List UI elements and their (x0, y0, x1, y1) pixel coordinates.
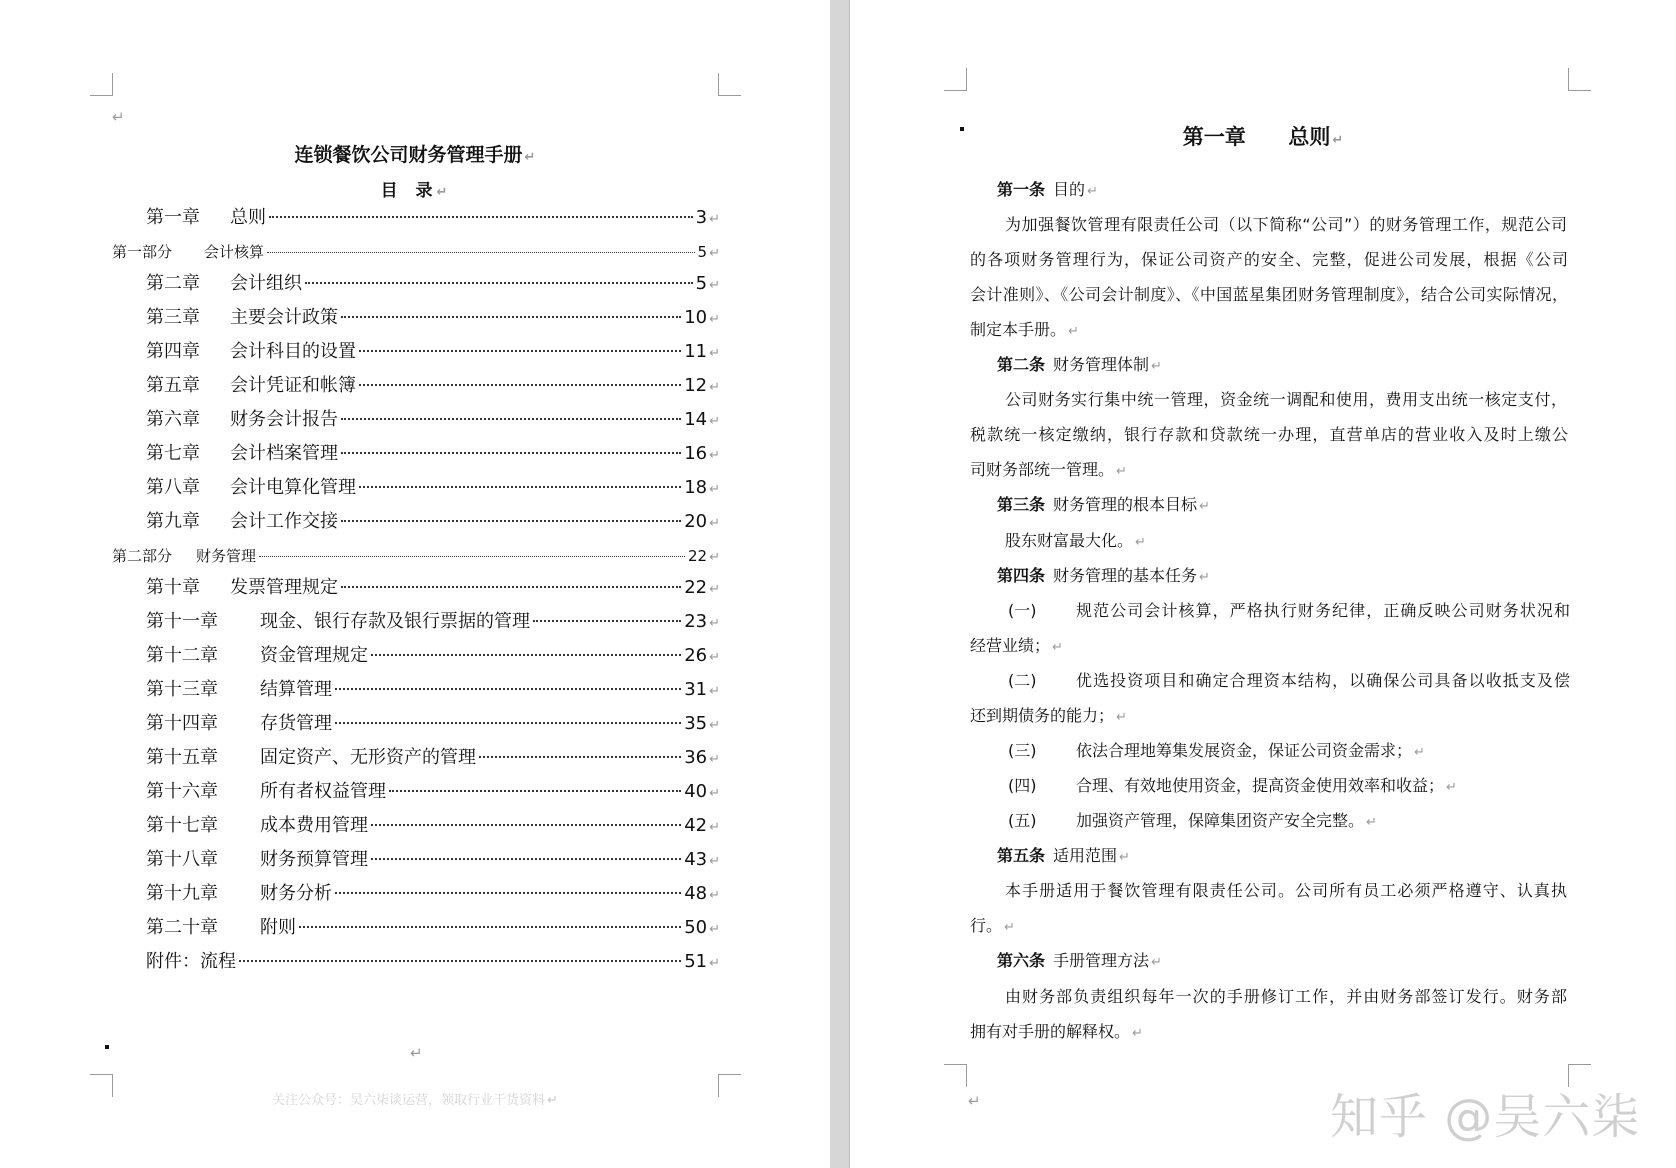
toc-entry-title: 会计凭证和帐簿 (230, 375, 356, 396)
toc-entry-page: 35 (684, 713, 708, 734)
toc-entry-page: 18 (684, 477, 708, 498)
toc-entry[interactable]: 第五章 会计凭证和帐簿 12 ↵ (146, 375, 720, 396)
toc-leader-dots (371, 824, 681, 826)
toc-entry[interactable]: 第三章 主要会计政策 10 ↵ (146, 307, 720, 328)
article-heading: 第六条 手册管理方法 ↵ (997, 951, 1162, 970)
document-title: 连锁餐饮公司财务管理手册 ↵ (294, 144, 536, 166)
body-text-line: 拥有对手册的解释权。 ↵ (970, 1022, 1143, 1041)
article-heading: 第三条 财务管理的根本目标 ↵ (997, 495, 1210, 514)
toc-entry-page: 22 (684, 577, 708, 598)
toc-entry-number: 附件： (146, 951, 200, 972)
toc-entry-number: 第二部分 (112, 547, 173, 565)
toc-entry-title: 财务会计报告 (230, 409, 338, 430)
toc-entry-title: 成本费用管理 (260, 815, 368, 836)
toc-entry[interactable]: 第十五章 固定资产、无形资产的管理 36 ↵ (146, 747, 720, 768)
toc-entry-title: 资金管理规定 (260, 645, 368, 666)
toc-leader-dots (305, 282, 693, 284)
toc-entry-title: 会计组织 (230, 273, 302, 294)
toc-entry-title: 结算管理 (260, 679, 332, 700)
toc-entry-number: 第四章 (146, 341, 200, 362)
toc-entry-page: 22 (688, 547, 708, 565)
task-text: 加强资产管理，保障集团资产安全完整。 (1076, 811, 1365, 830)
toc-entry-title: 附则 (260, 917, 296, 938)
toc-leader-dots (269, 216, 693, 218)
body-text-line: 经营业绩； ↵ (970, 636, 1063, 655)
toc-entry-page: 51 (684, 951, 708, 972)
toc-leader-dots (371, 858, 681, 860)
toc-entry-page: 40 (684, 781, 708, 802)
article-heading: 第四条 财务管理的基本任务 ↵ (997, 566, 1210, 585)
article-number: 第三条 (997, 495, 1046, 514)
crop-mark-top-left (90, 73, 113, 96)
toc-entry-number: 第十七章 (146, 815, 218, 836)
toc-leader-dots (341, 452, 681, 454)
toc-entry-title: 财务分析 (260, 883, 332, 904)
toc-leader-dots (259, 556, 685, 557)
toc-entry-number: 第七章 (146, 443, 200, 464)
toc-entry[interactable]: 第四章 会计科目的设置 11 ↵ (146, 341, 720, 362)
toc-leader-dots (335, 688, 681, 690)
toc-entry-title: 总则 (230, 207, 266, 228)
toc-entry-page: 26 (684, 645, 708, 666)
task-text: 优选投资项目和确定合理资本结构，以确保公司具备以收抵支及偿 (1076, 671, 1570, 690)
toc-entry[interactable]: 第十四章 存货管理 35 ↵ (146, 713, 720, 734)
toc-leader-dots (335, 892, 681, 894)
toc-entry-page: 14 (684, 409, 708, 430)
toc-entry-title: 流程 (200, 951, 236, 972)
toc-entry-number: 第一部分 (112, 243, 173, 261)
toc-entry-title: 固定资产、无形资产的管理 (260, 747, 476, 768)
toc-entry[interactable]: 第七章 会计档案管理 16 ↵ (146, 443, 720, 464)
article-number: 第五条 (997, 846, 1046, 865)
toc-entry[interactable]: 第十三章 结算管理 31 ↵ (146, 679, 720, 700)
toc-entry-page: 50 (684, 917, 708, 938)
toc-entry[interactable]: 第六章 财务会计报告 14 ↵ (146, 409, 720, 430)
body-text-line: 行。 ↵ (970, 916, 1015, 935)
toc-entry[interactable]: 第十章 发票管理规定 22 ↵ (146, 577, 720, 598)
toc-entry[interactable]: 第一章 总则 3 ↵ (146, 207, 720, 228)
toc-entry-page: 10 (684, 307, 708, 328)
task-item (1008, 598, 1570, 621)
body-text-line: 为加强餐饮管理有限责任公司（以下简称“公司”）的财务管理工作，规范公司 (1005, 215, 1567, 234)
toc-entry[interactable]: 第二部分 财务管理 22 ↵ (112, 544, 720, 570)
toc-entry-number: 第十九章 (146, 883, 218, 904)
toc-leader-dots (359, 350, 681, 352)
toc-entry-title: 会计电算化管理 (230, 477, 356, 498)
toc-entry-page: 5 (695, 273, 708, 294)
toc-leader-dots (341, 316, 681, 318)
anchor-mark-icon (105, 1045, 109, 1049)
toc-entry-number: 第十章 (146, 577, 200, 598)
toc-entry[interactable]: 第十六章 所有者权益管理 40 ↵ (146, 781, 720, 802)
body-text-line: 制定本手册。 ↵ (970, 320, 1079, 339)
toc-entry-number: 第五章 (146, 375, 200, 396)
toc-entry-page: 11 (684, 341, 708, 362)
page-gutter (830, 0, 850, 1168)
toc-entry[interactable]: 第二十章 附则 50 ↵ (146, 917, 720, 938)
article-title: 财务管理的根本目标 (1053, 495, 1198, 514)
toc-entry-number: 第十六章 (146, 781, 218, 802)
footer-note: 关注公众号：吴六柒谈运营，领取行业干货资料 ↵ (272, 1093, 558, 1108)
toc-entry[interactable]: 第十九章 财务分析 48 ↵ (146, 883, 720, 904)
task-number: (三) (1008, 741, 1037, 760)
toc-entry-title: 财务预算管理 (260, 849, 368, 870)
toc-leader-dots (267, 252, 695, 253)
crop-mark-top-right (1568, 68, 1591, 91)
toc-entry-page: 36 (684, 747, 708, 768)
toc-entry[interactable]: 第八章 会计电算化管理 18 ↵ (146, 477, 720, 498)
body-text-line: 的各项财务管理行为，保证公司资产的安全、完整，促进公司发展，根据《公司 (970, 250, 1568, 269)
toc-entry-number: 第十八章 (146, 849, 218, 870)
crop-mark-bottom-left (944, 1064, 967, 1087)
toc-entry-title: 会计核算 (204, 243, 265, 261)
toc-entry[interactable]: 第九章 会计工作交接 20 ↵ (146, 511, 720, 532)
toc-entry-page: 23 (684, 611, 708, 632)
chapter-title: 第一章 总则 ↵ (1182, 125, 1344, 149)
toc-entry[interactable]: 第十七章 成本费用管理 42 ↵ (146, 815, 720, 836)
toc-entry-title: 会计档案管理 (230, 443, 338, 464)
toc-entry-number: 第十五章 (146, 747, 218, 768)
toc-entry[interactable]: 第一部分 会计核算 5 ↵ (112, 240, 720, 266)
toc-entry-title: 会计科目的设置 (230, 341, 356, 362)
toc-entry-number: 第三章 (146, 307, 200, 328)
article-title: 目的 (1053, 180, 1086, 199)
toc-entry[interactable]: 第十一章 现金、银行存款及银行票据的管理 23 ↵ (146, 611, 720, 632)
task-text: 依法合理地筹集发展资金，保证公司资金需求； (1076, 741, 1413, 760)
task-number: (二) (1008, 671, 1037, 690)
task-item (1008, 668, 1570, 691)
toc-entry-title: 主要会计政策 (230, 307, 338, 328)
paragraph-mark-icon: ↵ (410, 1044, 423, 1062)
toc-leader-dots (533, 620, 681, 622)
task-item: (三) 依法合理地筹集发展资金，保证公司资金需求； ↵ (1008, 738, 1425, 761)
body-text-line: 公司财务实行集中统一管理，资金统一调配和使用，费用支出统一核定支付， (1005, 390, 1567, 409)
body-text-line: 本手册适用于餐饮管理有限责任公司。公司所有员工必须严格遵守、认真执 (1005, 881, 1567, 900)
toc-entry-title: 财务管理 (196, 547, 257, 565)
task-number: (四) (1008, 776, 1037, 795)
toc-entry-page: 48 (684, 883, 708, 904)
body-text-line: 股东财富最大化。 ↵ (1005, 531, 1146, 550)
task-number: (一) (1008, 601, 1037, 620)
article-number: 第四条 (997, 566, 1046, 585)
watermark: 知乎 @吴六柒 (1330, 1089, 1641, 1145)
toc-entry-title: 存货管理 (260, 713, 332, 734)
toc-leader-dots (479, 756, 681, 758)
body-text-line: 还到期债务的能力； ↵ (970, 706, 1127, 725)
body-text-line: 由财务部负责组织每年一次的手册修订工作，并由财务部签订发行。财务部 (1005, 987, 1567, 1006)
toc-entry[interactable]: 附件： 流程 51 ↵ (146, 951, 720, 972)
body-text-line: 税款统一核定缴纳，银行存款和贷款统一办理，直营单店的营业收入及时上缴公 (970, 425, 1568, 444)
toc-entry-number: 第二十章 (146, 917, 218, 938)
task-text: 规范公司会计核算，严格执行财务纪律，正确反映公司财务状况和 (1076, 601, 1570, 620)
toc-entry-title: 所有者权益管理 (260, 781, 386, 802)
paragraph-mark-icon: ↵ (968, 1092, 981, 1110)
toc-leader-dots (341, 418, 681, 420)
article-title: 财务管理的基本任务 (1053, 566, 1198, 585)
toc-entry-number: 第二章 (146, 273, 200, 294)
toc-entry-number: 第一章 (146, 207, 200, 228)
article-title: 财务管理体制 (1053, 355, 1150, 374)
toc-entry-number: 第十三章 (146, 679, 218, 700)
body-text-line: 会计准则》、《公司会计制度》、《中国蓝星集团财务管理制度》，结合公司实际情况， (970, 285, 1568, 304)
article-title: 手册管理方法 (1053, 951, 1150, 970)
toc-entry-number: 第十四章 (146, 713, 218, 734)
toc-entry-page: 12 (684, 375, 708, 396)
article-heading: 第二条 财务管理体制 ↵ (997, 355, 1162, 374)
toc-leader-dots (299, 926, 681, 928)
toc-leader-dots (371, 654, 681, 656)
body-text-line: 司财务部统一管理。 ↵ (970, 460, 1127, 479)
article-heading: 第一条 目的 ↵ (997, 180, 1098, 199)
task-item: (四) 合理、有效地使用资金，提高资金使用效率和收益； ↵ (1008, 773, 1457, 796)
toc-leader-dots (359, 486, 681, 488)
article-heading: 第五条 适用范围 ↵ (997, 846, 1130, 865)
toc-leader-dots (341, 586, 681, 588)
toc-entry-title: 会计工作交接 (230, 511, 338, 532)
toc-entry-page: 43 (684, 849, 708, 870)
toc-entry-number: 第十一章 (146, 611, 218, 632)
toc-entry[interactable]: 第十八章 财务预算管理 43 ↵ (146, 849, 720, 870)
toc-entry-page: 31 (684, 679, 708, 700)
toc-leader-dots (239, 960, 681, 962)
toc-leader-dots (389, 790, 681, 792)
toc-entry-page: 5 (697, 243, 708, 261)
article-number: 第六条 (997, 951, 1046, 970)
toc-heading: 目 录 ↵ (380, 181, 450, 201)
toc-entry[interactable]: 第二章 会计组织 5 ↵ (146, 273, 720, 294)
toc-entry-page: 16 (684, 443, 708, 464)
article-title: 适用范围 (1053, 846, 1118, 865)
task-number: (五) (1008, 811, 1037, 830)
paragraph-mark-icon: ↵ (112, 108, 125, 126)
toc-entry-number: 第六章 (146, 409, 200, 430)
toc-entry-number: 第十二章 (146, 645, 218, 666)
task-item: (五) 加强资产管理，保障集团资产安全完整。 ↵ (1008, 808, 1377, 831)
toc-entry-number: 第九章 (146, 511, 200, 532)
toc-entry-page: 42 (684, 815, 708, 836)
toc-leader-dots (335, 722, 681, 724)
crop-mark-top-left (944, 68, 967, 91)
toc-entry-title: 发票管理规定 (230, 577, 338, 598)
task-text: 合理、有效地使用资金，提高资金使用效率和收益； (1076, 776, 1445, 795)
article-number: 第一条 (997, 180, 1046, 199)
toc-entry-page: 20 (684, 511, 708, 532)
article-number: 第二条 (997, 355, 1046, 374)
toc-entry[interactable]: 第十二章 资金管理规定 26 ↵ (146, 645, 720, 666)
toc-entry-number: 第八章 (146, 477, 200, 498)
toc-entry-title: 现金、银行存款及银行票据的管理 (260, 611, 530, 632)
crop-mark-top-right (718, 73, 741, 96)
toc-leader-dots (359, 384, 681, 386)
toc-entry-page: 3 (695, 207, 708, 228)
toc-leader-dots (341, 520, 681, 522)
